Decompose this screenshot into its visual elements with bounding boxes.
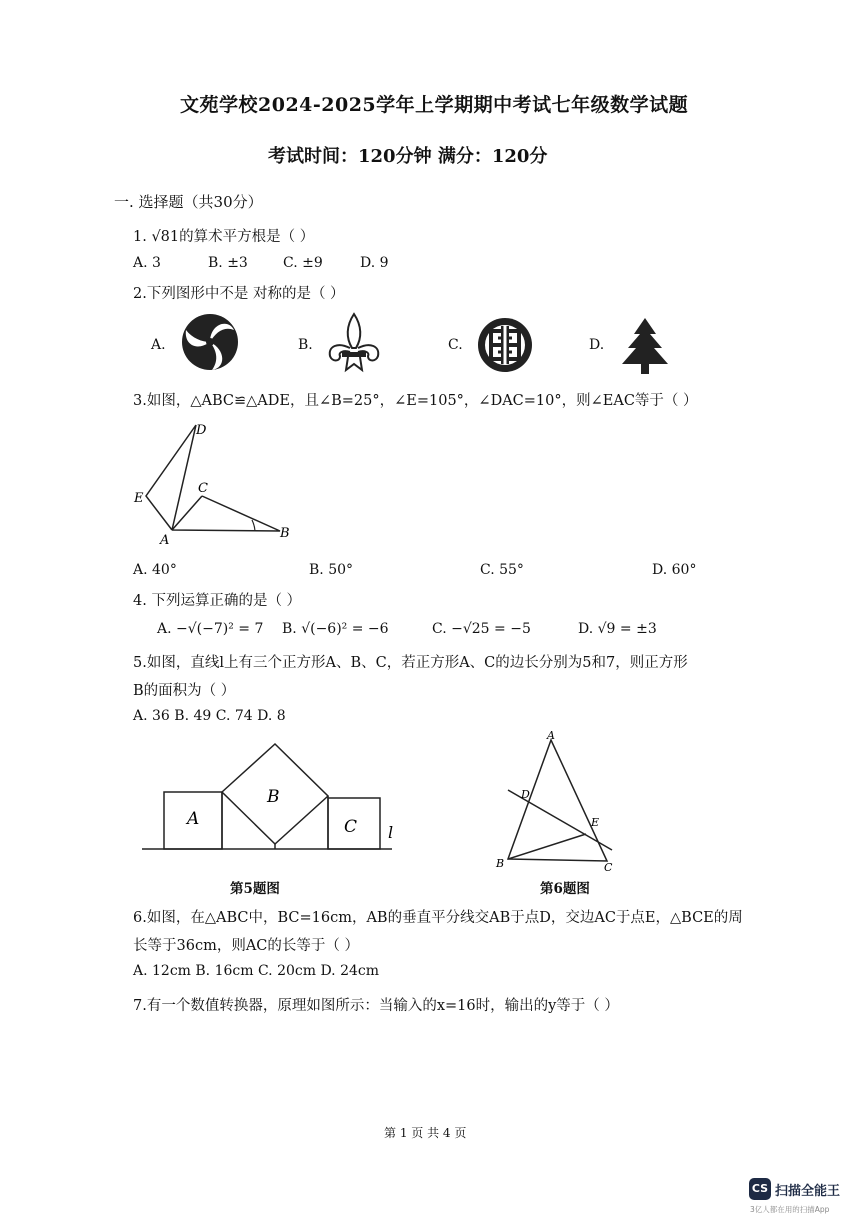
exam-title: 文苑学校2024-2025学年上学期期中考试七年级数学试题 [180, 94, 689, 116]
q3-option-b: B. 50° [309, 562, 354, 578]
q3-label-c: C [198, 481, 208, 496]
q6-triangle-figure [490, 729, 630, 874]
q4-option-b: B. √(−6)² = −6 [282, 621, 389, 637]
q6-label-b: B [496, 857, 505, 870]
q5-options: A. 36 B. 49 C. 74 D. 8 [133, 708, 286, 724]
scanner-tagline: 3亿人都在用的扫描App [750, 1205, 830, 1214]
q1-option-c: C. ±9 [283, 255, 323, 271]
q3-option-d: D. 60° [652, 562, 697, 578]
q3-label-e: E [134, 491, 144, 506]
q2-option-d: D. [589, 337, 605, 353]
q5-stem-line2: B的面积为（ ） [133, 683, 236, 699]
q5-squares-figure [142, 740, 412, 865]
q6-label-a: A [547, 729, 555, 742]
q2-option-c: C. [448, 337, 463, 353]
q6-stem-line1: 6.如图，在△ABC中，BC=16cm，AB的垂直平分线交AB于点D，交边AC于点E，△BCE的周 [133, 910, 743, 926]
q5-caption: 第5题图 [230, 881, 280, 897]
q4-option-c: C. −√25 = −5 [432, 621, 531, 637]
q2-figure-d-tree [618, 316, 672, 376]
q2-option-a: A. [151, 337, 166, 353]
q3-triangle-figure [130, 418, 300, 548]
q2-stem: 2.下列图形中不是 对称的是（ ） [133, 286, 345, 302]
q3-label-b: B [280, 526, 290, 541]
q2-figure-c-logo [476, 316, 534, 374]
q5-label-b: B [267, 787, 280, 807]
q5-label-c: C [344, 817, 358, 837]
q4-option-a: A. −√(−7)² = 7 [157, 621, 264, 637]
scanner-badge-icon: CS [749, 1178, 771, 1200]
q3-stem: 3.如图，△ABC≌△ADE，且∠B=25°，∠E=105°，∠DAC=10°，则∠EAC等于（ ） [133, 393, 698, 409]
q1-option-a: A. 3 [133, 255, 161, 271]
q3-label-a: A [160, 533, 170, 548]
q7-stem: 7.有一个数值转换器，原理如图所示：当输入的x=16时，输出的y等于（ ） [133, 998, 619, 1014]
q6-label-e: E [591, 816, 600, 829]
q1-stem: 1. √81的算术平方根是（ ） [133, 229, 315, 245]
q6-options: A. 12cm B. 16cm C. 20cm D. 24cm [133, 963, 380, 979]
q2-figure-a-swirl [180, 312, 240, 372]
q6-caption: 第6题图 [540, 881, 590, 897]
q5-label-a: A [187, 809, 200, 829]
q2-figure-b-fleur [326, 312, 382, 374]
q4-option-d: D. √9 = ±3 [578, 621, 657, 637]
q3-option-c: C. 55° [480, 562, 524, 578]
page-footer: 第 1 页 共 4 页 [384, 1126, 467, 1140]
q1-option-d: D. 9 [360, 255, 389, 271]
q3-option-a: A. 40° [133, 562, 177, 578]
q6-label-d: D [521, 788, 530, 801]
q6-stem-line2: 长等于36cm，则AC的长等于（ ） [133, 938, 359, 954]
q6-label-c: C [604, 861, 613, 874]
q1-option-b: B. ±3 [208, 255, 248, 271]
scanner-app-name: 扫描全能王 [775, 1184, 841, 1199]
q5-label-l: l [388, 823, 394, 842]
q5-stem-line1: 5.如图，直线l上有三个正方形A、B、C，若正方形A、C的边长分别为5和7，则正方形 [133, 655, 688, 671]
section-heading: 一. 选择题（共30分） [114, 193, 263, 211]
q4-stem: 4. 下列运算正确的是（ ） [133, 593, 302, 609]
q2-option-b: B. [298, 337, 313, 353]
q3-label-d: D [196, 423, 207, 438]
exam-subtitle: 考试时间：120分钟 满分：120分 [268, 146, 548, 167]
